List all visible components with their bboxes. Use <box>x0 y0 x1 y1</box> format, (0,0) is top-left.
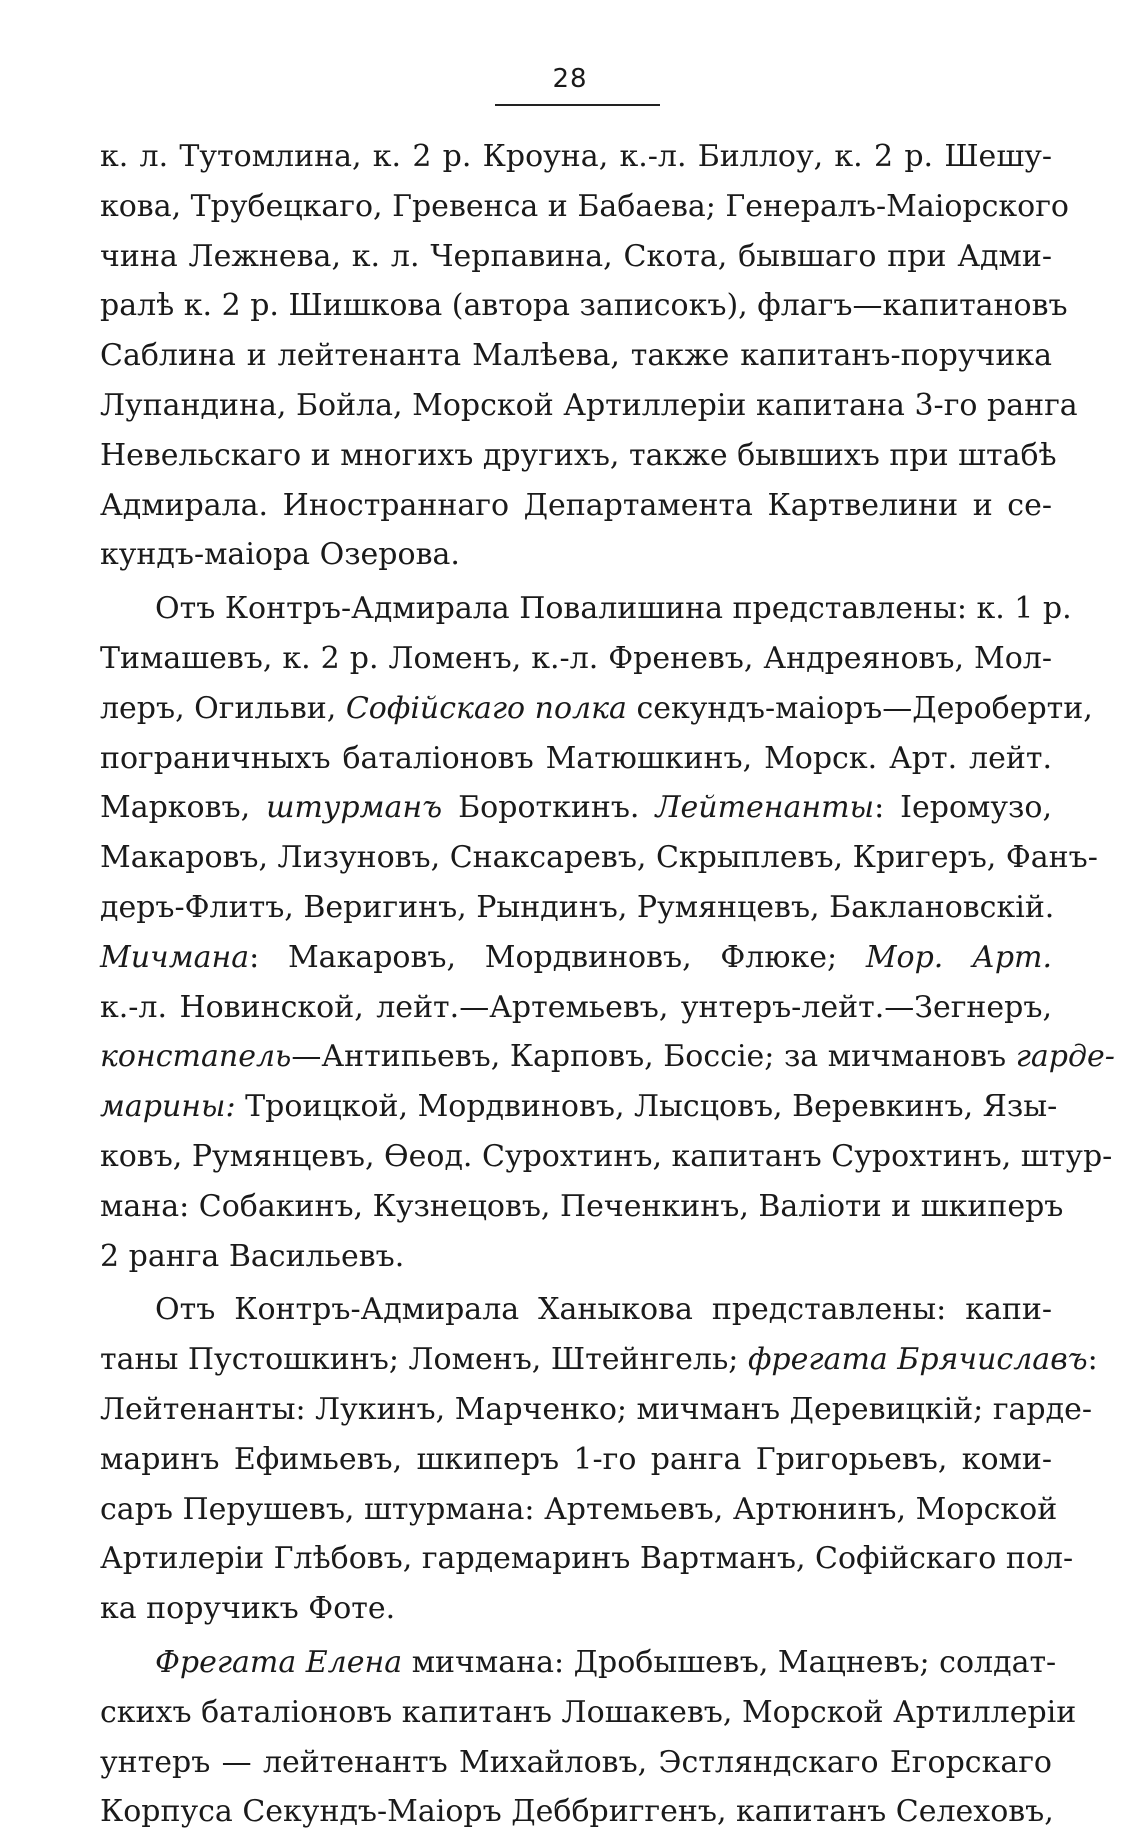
italic-text: констапель <box>100 1039 292 1075</box>
italic-text: фрегата Брячиславъ <box>747 1342 1088 1378</box>
text-run: Макаровъ, Лизуновъ, Снаксаревъ, Скрыплевъ, Кригеръ, Фанъ- <box>100 840 1098 876</box>
text-line <box>100 1485 1058 1535</box>
text-run: : <box>1087 1342 1098 1378</box>
italic-text: Мичмана <box>100 939 250 975</box>
text-line <box>100 232 1052 282</box>
text-line <box>100 1285 1052 1335</box>
text-run: унтеръ — лейтенантъ Михайловъ, Эстляндскаго Егорскаго <box>100 1744 1052 1780</box>
text-run: таны Пустошкинъ; Ломенъ, Штейнгель; <box>100 1342 748 1378</box>
text-run: пограничныхъ баталіоновъ Матюшкинъ, Морск. Арт. лейт. <box>100 740 1052 776</box>
text-run: Бороткинъ. <box>442 790 656 826</box>
text-line <box>100 431 1057 481</box>
text-line <box>100 1584 1052 1634</box>
text-line <box>100 584 1072 634</box>
italic-text: марины: <box>100 1089 236 1125</box>
text-run: саръ Перушевъ, штурмана: Артемьевъ, Артюнинъ, Морской <box>100 1491 1058 1527</box>
text-run: Артилеріи Глѣбовъ, гардемаринъ Вартманъ, Софійскаго пол- <box>100 1541 1074 1577</box>
text-line <box>100 1082 1058 1132</box>
text-line <box>100 281 1068 331</box>
text-run: Отъ Контръ-Адмирала Повалишина представлены: к. 1 р. <box>155 591 1072 627</box>
text-line <box>100 1738 1052 1788</box>
text-run: кундъ-маіора Озерова. <box>100 537 460 573</box>
text-run: Троицкой, Мордвиновъ, Лысцовъ, Веревкинъ, Язы- <box>235 1089 1058 1125</box>
text-line <box>100 1688 1077 1738</box>
text-line <box>100 734 1052 784</box>
text-line <box>100 1182 1064 1232</box>
text-line <box>100 1435 1052 1485</box>
text-line <box>100 634 1052 684</box>
text-run: Корпуса Секундъ-Маіоръ Деббриггенъ, капитанъ Селеховъ, <box>100 1794 1054 1830</box>
text-run: мичмана: Дробышевъ, Мацневъ; солдат- <box>402 1644 1057 1680</box>
text-line <box>100 783 1052 833</box>
text-run: : Макаровъ, Мордвиновъ, Флюке; <box>249 939 866 975</box>
text-run: Саблина и лейтенанта Малѣева, также капитанъ-поручика <box>100 338 1052 374</box>
text-line <box>100 1787 1052 1837</box>
italic-text: Фрегата Елена <box>155 1644 403 1680</box>
italic-text: Софійскаго полка <box>345 690 627 726</box>
text-line <box>100 983 1052 1033</box>
text-line <box>100 1534 1074 1584</box>
page-body-text <box>100 132 1115 1837</box>
text-run: маринъ Ефимьевъ, шкиперъ 1-го ранга Григорьевъ, коми- <box>100 1441 1052 1477</box>
text-run: Марковъ, <box>100 790 267 826</box>
italic-text: гарде- <box>1015 1039 1115 1075</box>
text-run: ка поручикъ Фоте. <box>100 1591 396 1627</box>
text-run: скихъ баталіоновъ капитанъ Лошакевъ, Морской Артиллеріи <box>100 1694 1077 1730</box>
text-run: Адмирала. Иностраннаго Департамента Картвелини и се- <box>100 487 1052 523</box>
text-line <box>100 1335 1098 1385</box>
paragraph <box>100 132 1078 580</box>
text-run: ралѣ к. 2 р. Шишкова (автора записокъ), флагъ—капитановъ <box>100 288 1068 324</box>
text-line <box>100 1032 1115 1082</box>
paragraph <box>100 1638 1077 1837</box>
text-run: Тимашевъ, к. 2 р. Ломенъ, к.-л. Френевъ, Андреяновъ, Мол- <box>100 640 1052 676</box>
text-line <box>100 530 1052 580</box>
text-run: секундъ-маіоръ—Дероберти, <box>626 690 1093 726</box>
text-line <box>100 182 1069 232</box>
text-line <box>100 1385 1092 1435</box>
text-run: : Іеромузо, <box>874 790 1052 826</box>
text-line <box>100 381 1078 431</box>
text-run: мана: Собакинъ, Кузнецовъ, Печенкинъ, Валіоти и шкиперъ <box>100 1188 1064 1224</box>
italic-text: Мор. Арт. <box>865 939 1053 975</box>
text-line <box>100 1638 1057 1688</box>
text-line <box>100 684 1093 734</box>
page-number: 28 <box>552 64 588 94</box>
text-line <box>100 132 1052 182</box>
paragraph <box>100 584 1115 1281</box>
italic-text: штурманъ <box>266 790 443 826</box>
text-line <box>100 883 1055 933</box>
text-run: Отъ Контръ-Адмирала Ханыкова представлены: капи- <box>155 1292 1052 1328</box>
text-run: ковъ, Румянцевъ, Ѳеод. Сурохтинъ, капитанъ Сурохтинъ, штур- <box>100 1138 1113 1174</box>
header-rule <box>495 104 660 106</box>
text-line <box>100 833 1098 883</box>
text-run: Лупандина, Бойла, Морской Артиллеріи капитана 3-го ранга <box>100 387 1078 423</box>
text-run: Лейтенанты: Лукинъ, Марченко; мичманъ Деревицкій; гарде- <box>100 1391 1092 1427</box>
text-line <box>100 933 1052 983</box>
text-line <box>100 1232 1052 1282</box>
text-run: деръ-Флитъ, Веригинъ, Рындинъ, Румянцевъ, Баклановскій. <box>100 889 1055 925</box>
text-run: 2 ранга Васильевъ. <box>100 1238 405 1274</box>
text-run: —Антипьевъ, Карповъ, Боссіе; за мичмановъ <box>291 1039 1016 1075</box>
text-run: леръ, Огильви, <box>100 690 346 726</box>
text-line <box>100 1132 1113 1182</box>
text-line <box>100 481 1052 531</box>
text-run: к. л. Тутомлина, к. 2 р. Кроуна, к.-л. Биллоу, к. 2 р. Шешу- <box>100 139 1052 174</box>
paragraph <box>100 1285 1098 1634</box>
text-run: чина Лежнева, к. л. Черпавина, Скота, бывшаго при Адми- <box>100 238 1052 274</box>
text-run: Невельскаго и многихъ другихъ, также бывшихъ при штабѣ <box>100 437 1057 473</box>
text-run: к.-л. Новинской, лейт.—Артемьевъ, унтеръ-лейт.—Зегнеръ, <box>100 989 1052 1025</box>
italic-text: Лейтенанты <box>655 790 875 826</box>
text-run: кова, Трубецкаго, Гревенса и Бабаева; Генералъ-Маіорского <box>100 188 1069 224</box>
text-line <box>100 331 1052 381</box>
